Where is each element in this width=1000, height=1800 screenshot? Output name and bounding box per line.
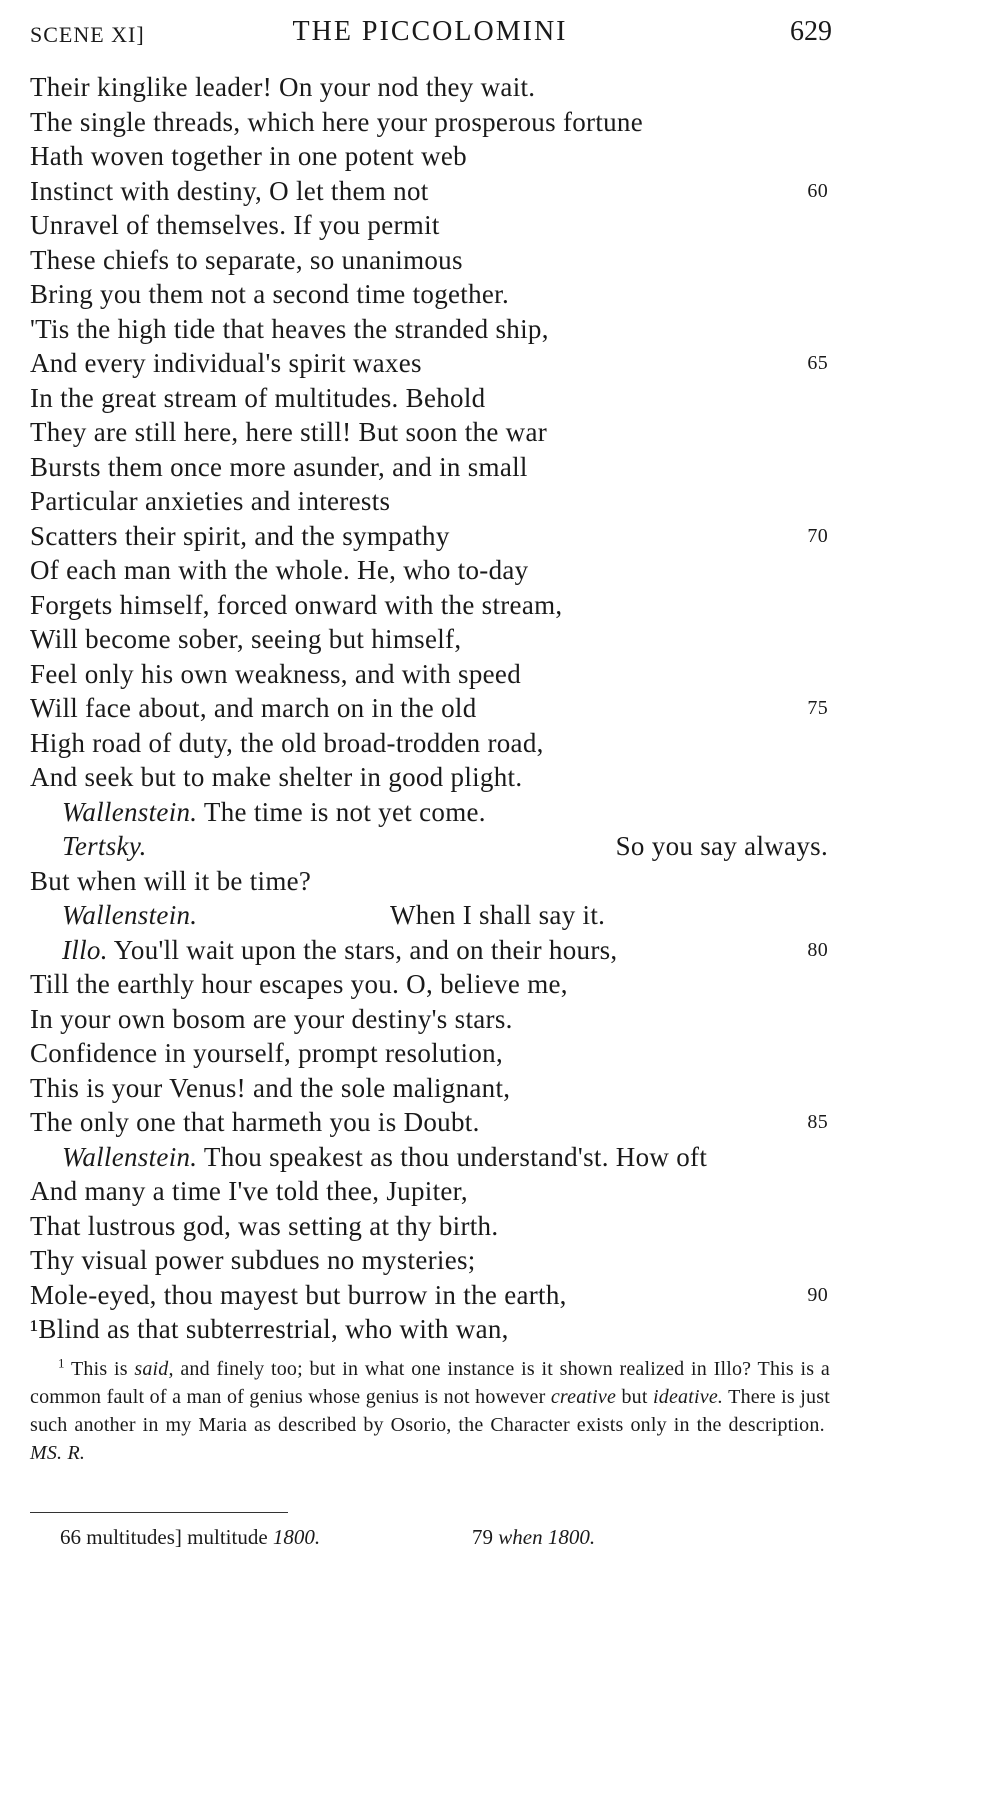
variant-79-word: when [498, 1525, 543, 1549]
verse-line [30, 346, 830, 381]
verse-line [30, 208, 830, 243]
line-text: Of each man with the whole. He, who to-day [30, 555, 529, 585]
line-number: 85 [807, 1111, 828, 1133]
verse-line [30, 726, 830, 761]
verse-line [30, 139, 830, 174]
line-text: Particular anxieties and interests [30, 486, 391, 516]
line-text: The only one that harmeth you is Doubt. [30, 1107, 480, 1137]
footnote [30, 1355, 830, 1467]
variant-66-text: 66 multitudes] multitude [60, 1525, 273, 1549]
footnote-signature: MS. R. [30, 1442, 86, 1464]
verse-line [30, 415, 830, 450]
line-number: 80 [807, 938, 828, 961]
line-text: Forgets himself, forced onward with the stream, [30, 589, 563, 620]
verse-line [30, 588, 830, 623]
verse-line [30, 519, 830, 554]
verse-line [30, 1174, 830, 1209]
line-text: Confidence in yourself, prompt resolution, [30, 1038, 504, 1068]
speaker-name: Illo. [62, 934, 108, 965]
variant-66-year: 1800. [272, 1525, 321, 1549]
verse-line [30, 898, 830, 933]
verse-line [30, 1002, 830, 1037]
verse-line [30, 1105, 830, 1140]
running-header [30, 14, 830, 54]
line-text: High road of duty, the old broad-trodden road, [30, 727, 544, 758]
verse-line [30, 864, 830, 899]
line-text: When I shall say it. [390, 900, 606, 930]
verse-line [30, 1278, 830, 1313]
verse-line [30, 691, 830, 726]
verse-line [30, 933, 830, 968]
verse-line [30, 1071, 830, 1106]
variant-79 [472, 1525, 595, 1550]
line-text: 'Tis the high tide that heaves the stranded ship, [30, 313, 549, 344]
line-text: Thy visual power subdues no mysteries; [30, 1245, 476, 1275]
line-text: And seek but to make shelter in good plight. [30, 762, 523, 792]
line-text: And many a time I've told thee, Jupiter, [30, 1176, 468, 1206]
verse-line [30, 795, 830, 830]
variant-79-year: 1800. [542, 1525, 596, 1549]
line-number: 75 [807, 697, 828, 719]
footnote-marker: 1 [58, 1355, 65, 1371]
footnote-part3: but [616, 1386, 654, 1408]
line-number: 90 [807, 1283, 828, 1306]
speaker-name: Wallenstein. [62, 900, 198, 930]
verse-line [30, 553, 830, 588]
speaker-name: Wallenstein. [62, 1141, 198, 1172]
line-text: The time is not yet come. [197, 796, 486, 827]
verse-line [30, 1312, 830, 1347]
line-text: Will face about, and march on in the old [30, 693, 477, 723]
line-text: Will become sober, seeing but himself, [30, 624, 462, 654]
line-text: But when will it be time? [30, 865, 312, 896]
verse-line [30, 277, 830, 312]
footnote-part1: This is [70, 1358, 135, 1380]
variant-66 [60, 1525, 320, 1549]
line-text: Unravel of themselves. If you permit [30, 210, 440, 240]
footnote-part4: There is just such another in my Maria as described by Osorio, the Character exists only in the description. [30, 1386, 830, 1436]
line-text: Bring you them not a second time together. [30, 279, 510, 309]
verse-line [30, 657, 830, 692]
line-number: 70 [807, 524, 828, 547]
verse-line [30, 760, 830, 795]
footnote-rule [30, 1512, 288, 1513]
variant-79-num: 79 [472, 1525, 499, 1549]
verse-line [30, 1140, 830, 1175]
line-text: This is your Venus! and the sole malignant, [30, 1072, 511, 1103]
page-number: 629 [790, 16, 832, 47]
footnote-creative: creative [550, 1386, 617, 1408]
verse-line [30, 105, 830, 140]
verse-line [30, 450, 830, 485]
verse-line [30, 829, 830, 864]
line-text: Feel only his own weakness, and with speed [30, 658, 522, 689]
line-text: Till the earthly hour escapes you. O, believe me, [30, 969, 568, 999]
verse-body [30, 70, 830, 1347]
line-text: So you say always. [615, 831, 828, 861]
footnote-text [30, 1355, 830, 1467]
verse-line [30, 967, 830, 1002]
verse-line [30, 174, 830, 209]
line-text: In your own bosom are your destiny's stars. [30, 1003, 513, 1034]
verse-line [30, 70, 830, 105]
line-text: That lustrous god, was setting at thy birth. [30, 1210, 499, 1241]
line-text: The single threads, which here your prosperous fortune [30, 106, 644, 137]
line-text: And every individual's spirit waxes [30, 348, 422, 378]
verse-line [30, 1209, 830, 1244]
line-text: Instinct with destiny, O let them not [30, 175, 429, 206]
speaker-name: Wallenstein. [62, 796, 198, 827]
footnote-said: said, [134, 1358, 174, 1380]
footnote-ideative: ideative. [653, 1386, 724, 1408]
verse-line [30, 243, 830, 278]
verse-line [30, 1036, 830, 1071]
line-text: You'll wait upon the stars, and on their hours, [107, 934, 618, 965]
line-text: These chiefs to separate, so unanimous [30, 244, 463, 275]
footnote-part2: and finely too; but in what one instance is it shown realized in Illo? This is a common fault of a man of genius whose genius is not however [30, 1358, 830, 1408]
line-text: Hath woven together in one potent web [30, 141, 467, 171]
line-text: Bursts them once more asunder, and in small [30, 451, 528, 482]
verse-line [30, 622, 830, 657]
line-text: Scatters their spirit, and the sympathy [30, 520, 450, 551]
line-text: They are still here, here still! But soon the war [30, 417, 548, 447]
scene-label: SCENE XI] [30, 22, 145, 47]
line-text: Mole-eyed, thou mayest but burrow in the earth, [30, 1279, 567, 1310]
verse-line [30, 312, 830, 347]
line-text: Thou speakest as thou understand'st. How oft [197, 1141, 708, 1172]
line-text: Their kinglike leader! On your nod they wait. [30, 72, 536, 102]
speaker-name: Tertsky. [62, 831, 147, 861]
line-number: 65 [807, 352, 828, 374]
line-text: In the great stream of multitudes. Behold [30, 382, 486, 413]
line-number: 60 [807, 179, 828, 202]
verse-line [30, 1243, 830, 1278]
line-text: ¹Blind as that subterrestrial, who with wan, [30, 1314, 509, 1344]
verse-line [30, 484, 830, 519]
page-title: THE PICCOLOMINI [292, 16, 568, 47]
verse-line [30, 381, 830, 416]
textual-variants [60, 1525, 596, 1550]
